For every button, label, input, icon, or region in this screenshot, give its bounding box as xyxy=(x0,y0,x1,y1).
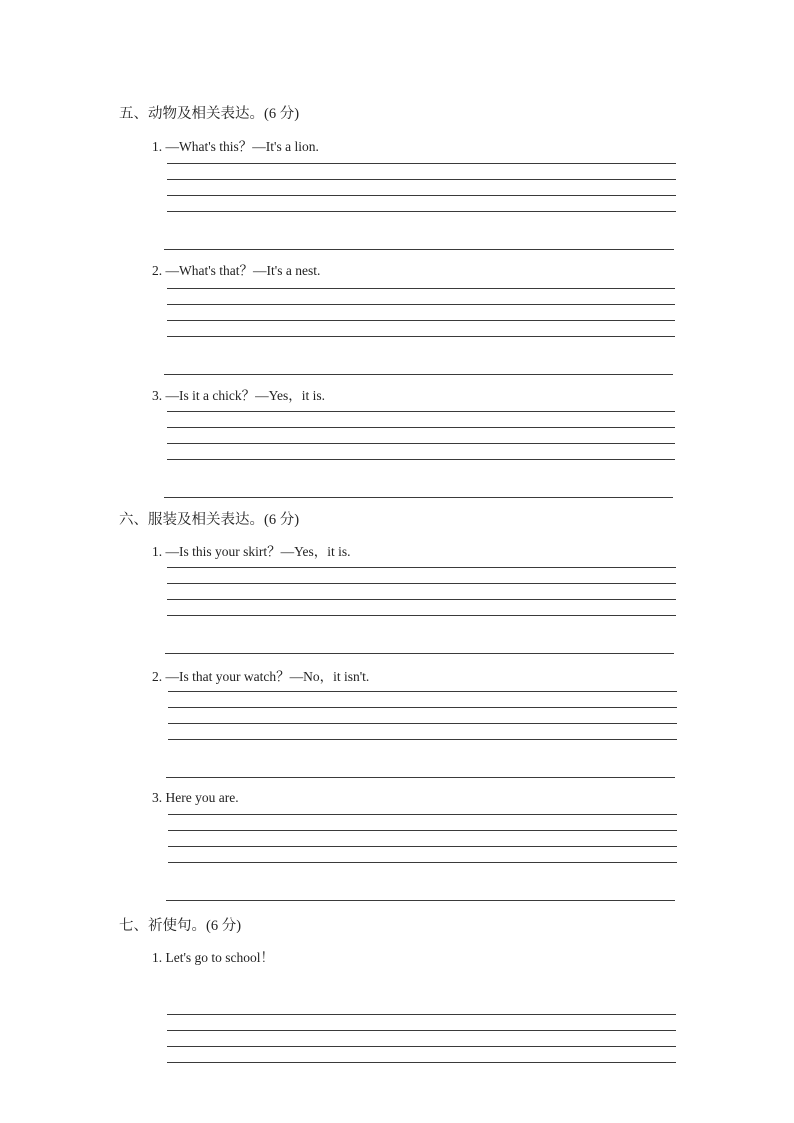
writing-line xyxy=(167,179,676,180)
question-6-3: 3. Here you are. xyxy=(152,790,239,805)
question-5-1: 1. —What's this？—It's a lion. xyxy=(152,139,319,154)
writing-line xyxy=(168,723,677,724)
writing-line xyxy=(167,1014,676,1015)
writing-line xyxy=(168,830,677,831)
writing-line xyxy=(167,411,675,412)
writing-line xyxy=(168,814,677,815)
section-heading-5: 五、动物及相关表达。(6 分) xyxy=(119,106,300,122)
writing-line xyxy=(167,336,675,337)
question-6-2: 2. —Is that your watch？—No，it isn't. xyxy=(152,669,370,684)
answer-line xyxy=(164,374,673,375)
writing-line xyxy=(167,459,675,460)
writing-line xyxy=(167,320,675,321)
question-6-1: 1. —Is this your skirt？—Yes，it is. xyxy=(152,544,351,559)
writing-line xyxy=(167,304,675,305)
section-heading-7: 七、祈使句。(6 分) xyxy=(119,918,242,934)
writing-line xyxy=(167,567,676,568)
writing-line xyxy=(167,599,676,600)
writing-line xyxy=(167,1030,676,1031)
writing-line xyxy=(167,163,676,164)
section-heading-6: 六、服装及相关表达。(6 分) xyxy=(119,512,300,528)
writing-line xyxy=(168,739,677,740)
writing-line xyxy=(167,288,675,289)
question-7-1: 1. Let's go to school！ xyxy=(152,950,275,965)
answer-line xyxy=(164,497,673,498)
writing-line xyxy=(168,707,677,708)
writing-line xyxy=(167,195,676,196)
writing-line xyxy=(167,211,676,212)
writing-line xyxy=(167,1046,676,1047)
writing-line xyxy=(168,846,677,847)
answer-line xyxy=(166,777,675,778)
question-5-2: 2. —What's that？—It's a nest. xyxy=(152,263,321,278)
writing-line xyxy=(167,615,676,616)
answer-line xyxy=(165,653,674,654)
writing-line xyxy=(167,427,675,428)
writing-line xyxy=(167,1062,676,1063)
writing-line xyxy=(168,691,677,692)
writing-line xyxy=(167,583,676,584)
answer-line xyxy=(164,249,674,250)
writing-line xyxy=(167,443,675,444)
answer-line xyxy=(166,900,675,901)
question-5-3: 3. —Is it a chick？—Yes，it is. xyxy=(152,388,326,403)
writing-line xyxy=(168,862,677,863)
